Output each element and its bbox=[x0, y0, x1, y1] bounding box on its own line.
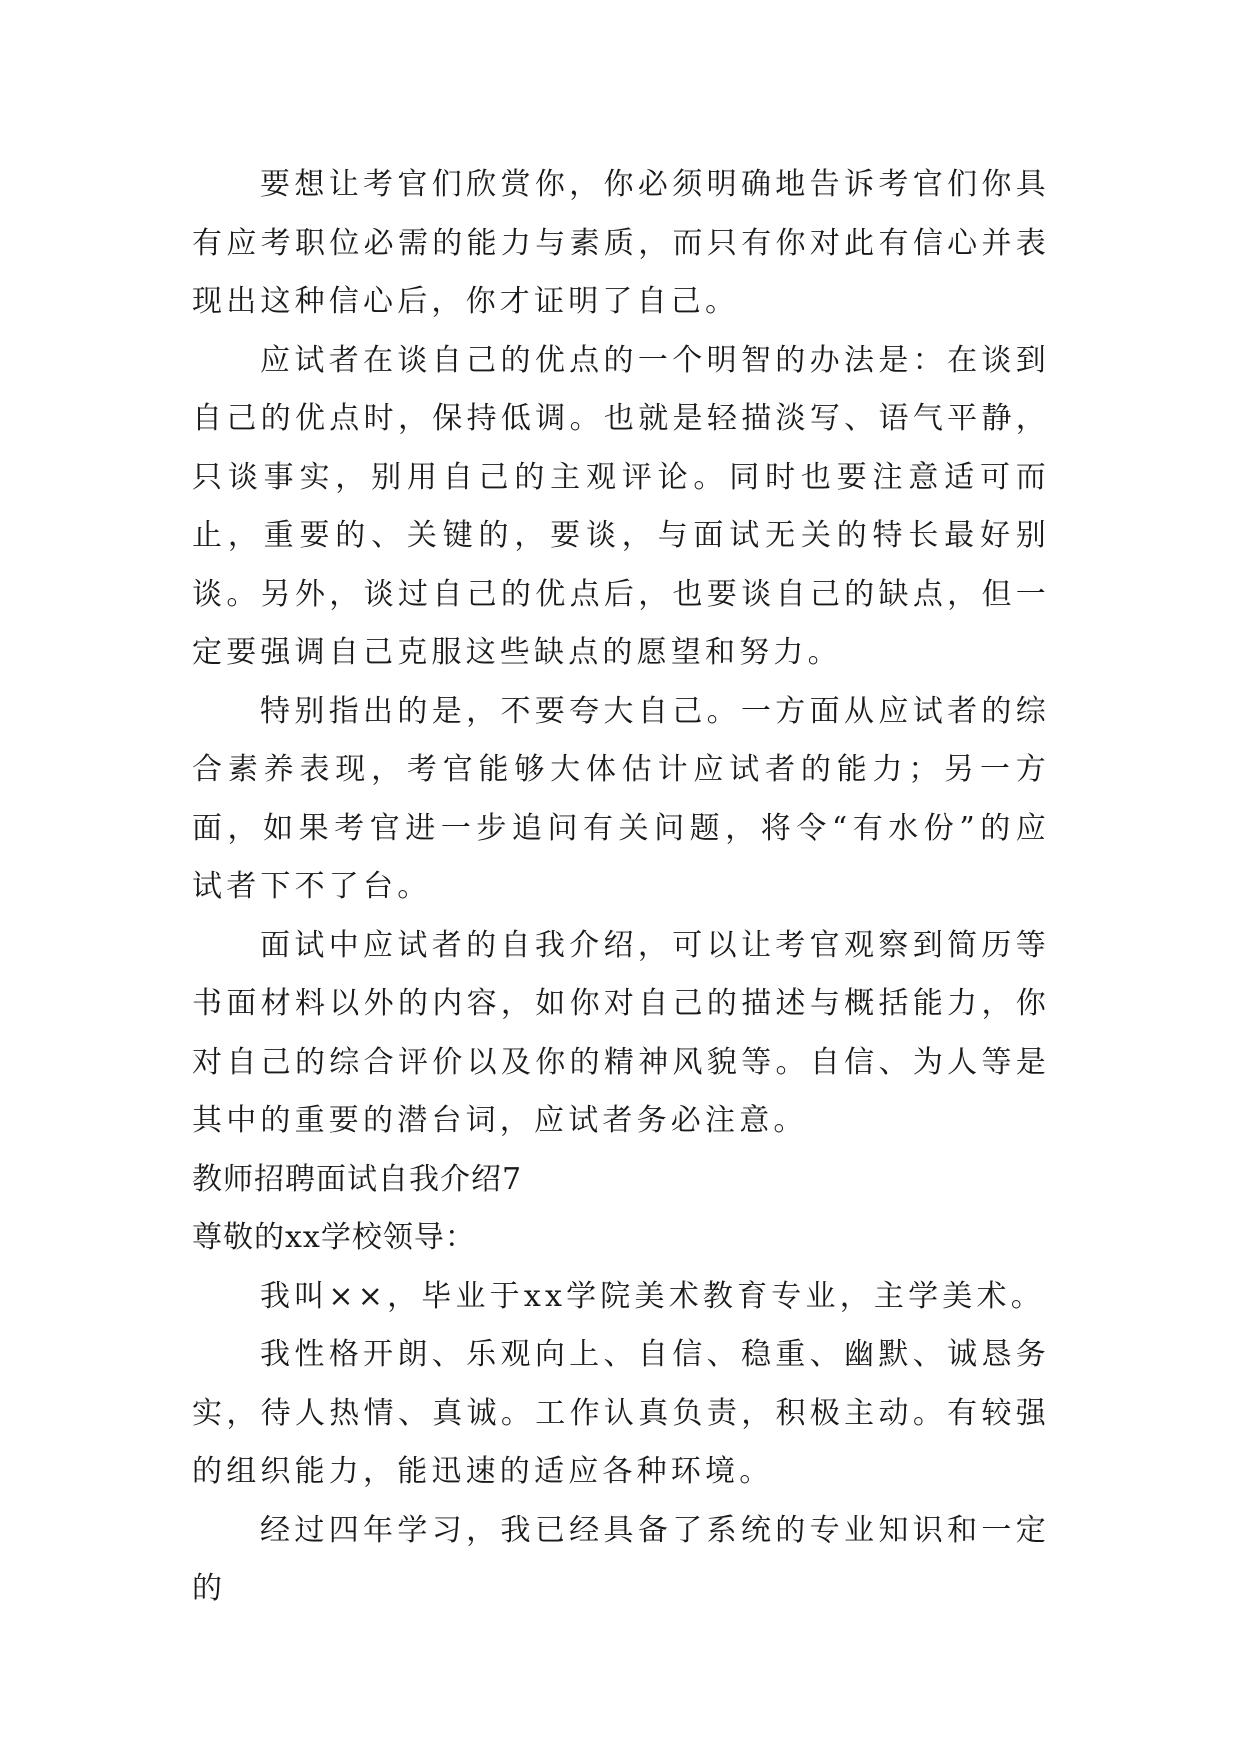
paragraph: 特别指出的是，不要夸大自己。一方面从应试者的综合素养表现，考官能够大体估计应试者的能力；另一方面，如果考官进一步追问有关问题，将令“有水份”的应试者下不了台。 bbox=[192, 693, 1050, 904]
paragraph: 经过四年学习，我已经具备了系统的专业知识和一定的 bbox=[192, 1512, 1050, 1606]
paragraph: 要想让考官们欣赏你，你必须明确地告诉考官们你具有应考职位必需的能力与素质，而只有你对此有信心并表现出这种信心后，你才证明了自己。 bbox=[192, 167, 1050, 319]
section-heading: 教师招聘面试自我介绍7 bbox=[192, 1161, 523, 1197]
paragraph: 我性格开朗、乐观向上、自信、稳重、幽默、诚恳务实，待人热情、真诚。工作认真负责，积极主动。有较强的组织能力，能迅速的适应各种环境。 bbox=[192, 1337, 1050, 1489]
salutation: 尊敬的xx学校领导： bbox=[192, 1220, 476, 1255]
paragraph: 应试者在谈自己的优点的一个明智的办法是：在谈到自己的优点时，保持低调。也就是轻描淡写、语气平静，只谈事实，别用自己的主观评论。同时也要注意适可而止，重要的、关键的，要谈，与面试无关的特长最好别谈。另外，谈过自己的优点后，也要谈自己的缺点，但一定要强调自己克服这些缺点的愿望和努力。 bbox=[192, 342, 1050, 670]
paragraph: 面试中应试者的自我介绍，可以让考官观察到简历等书面材料以外的内容，如你对自己的描述与概括能力，你对自己的综合评价以及你的精神风貌等。自信、为人等是其中的重要的潜台词，应试者务必注意。 bbox=[192, 927, 1050, 1138]
document-body bbox=[192, 156, 1050, 1619]
paragraph: 我叫××，毕业于xx学院美术教育专业，主学美术。 bbox=[260, 1278, 1045, 1314]
